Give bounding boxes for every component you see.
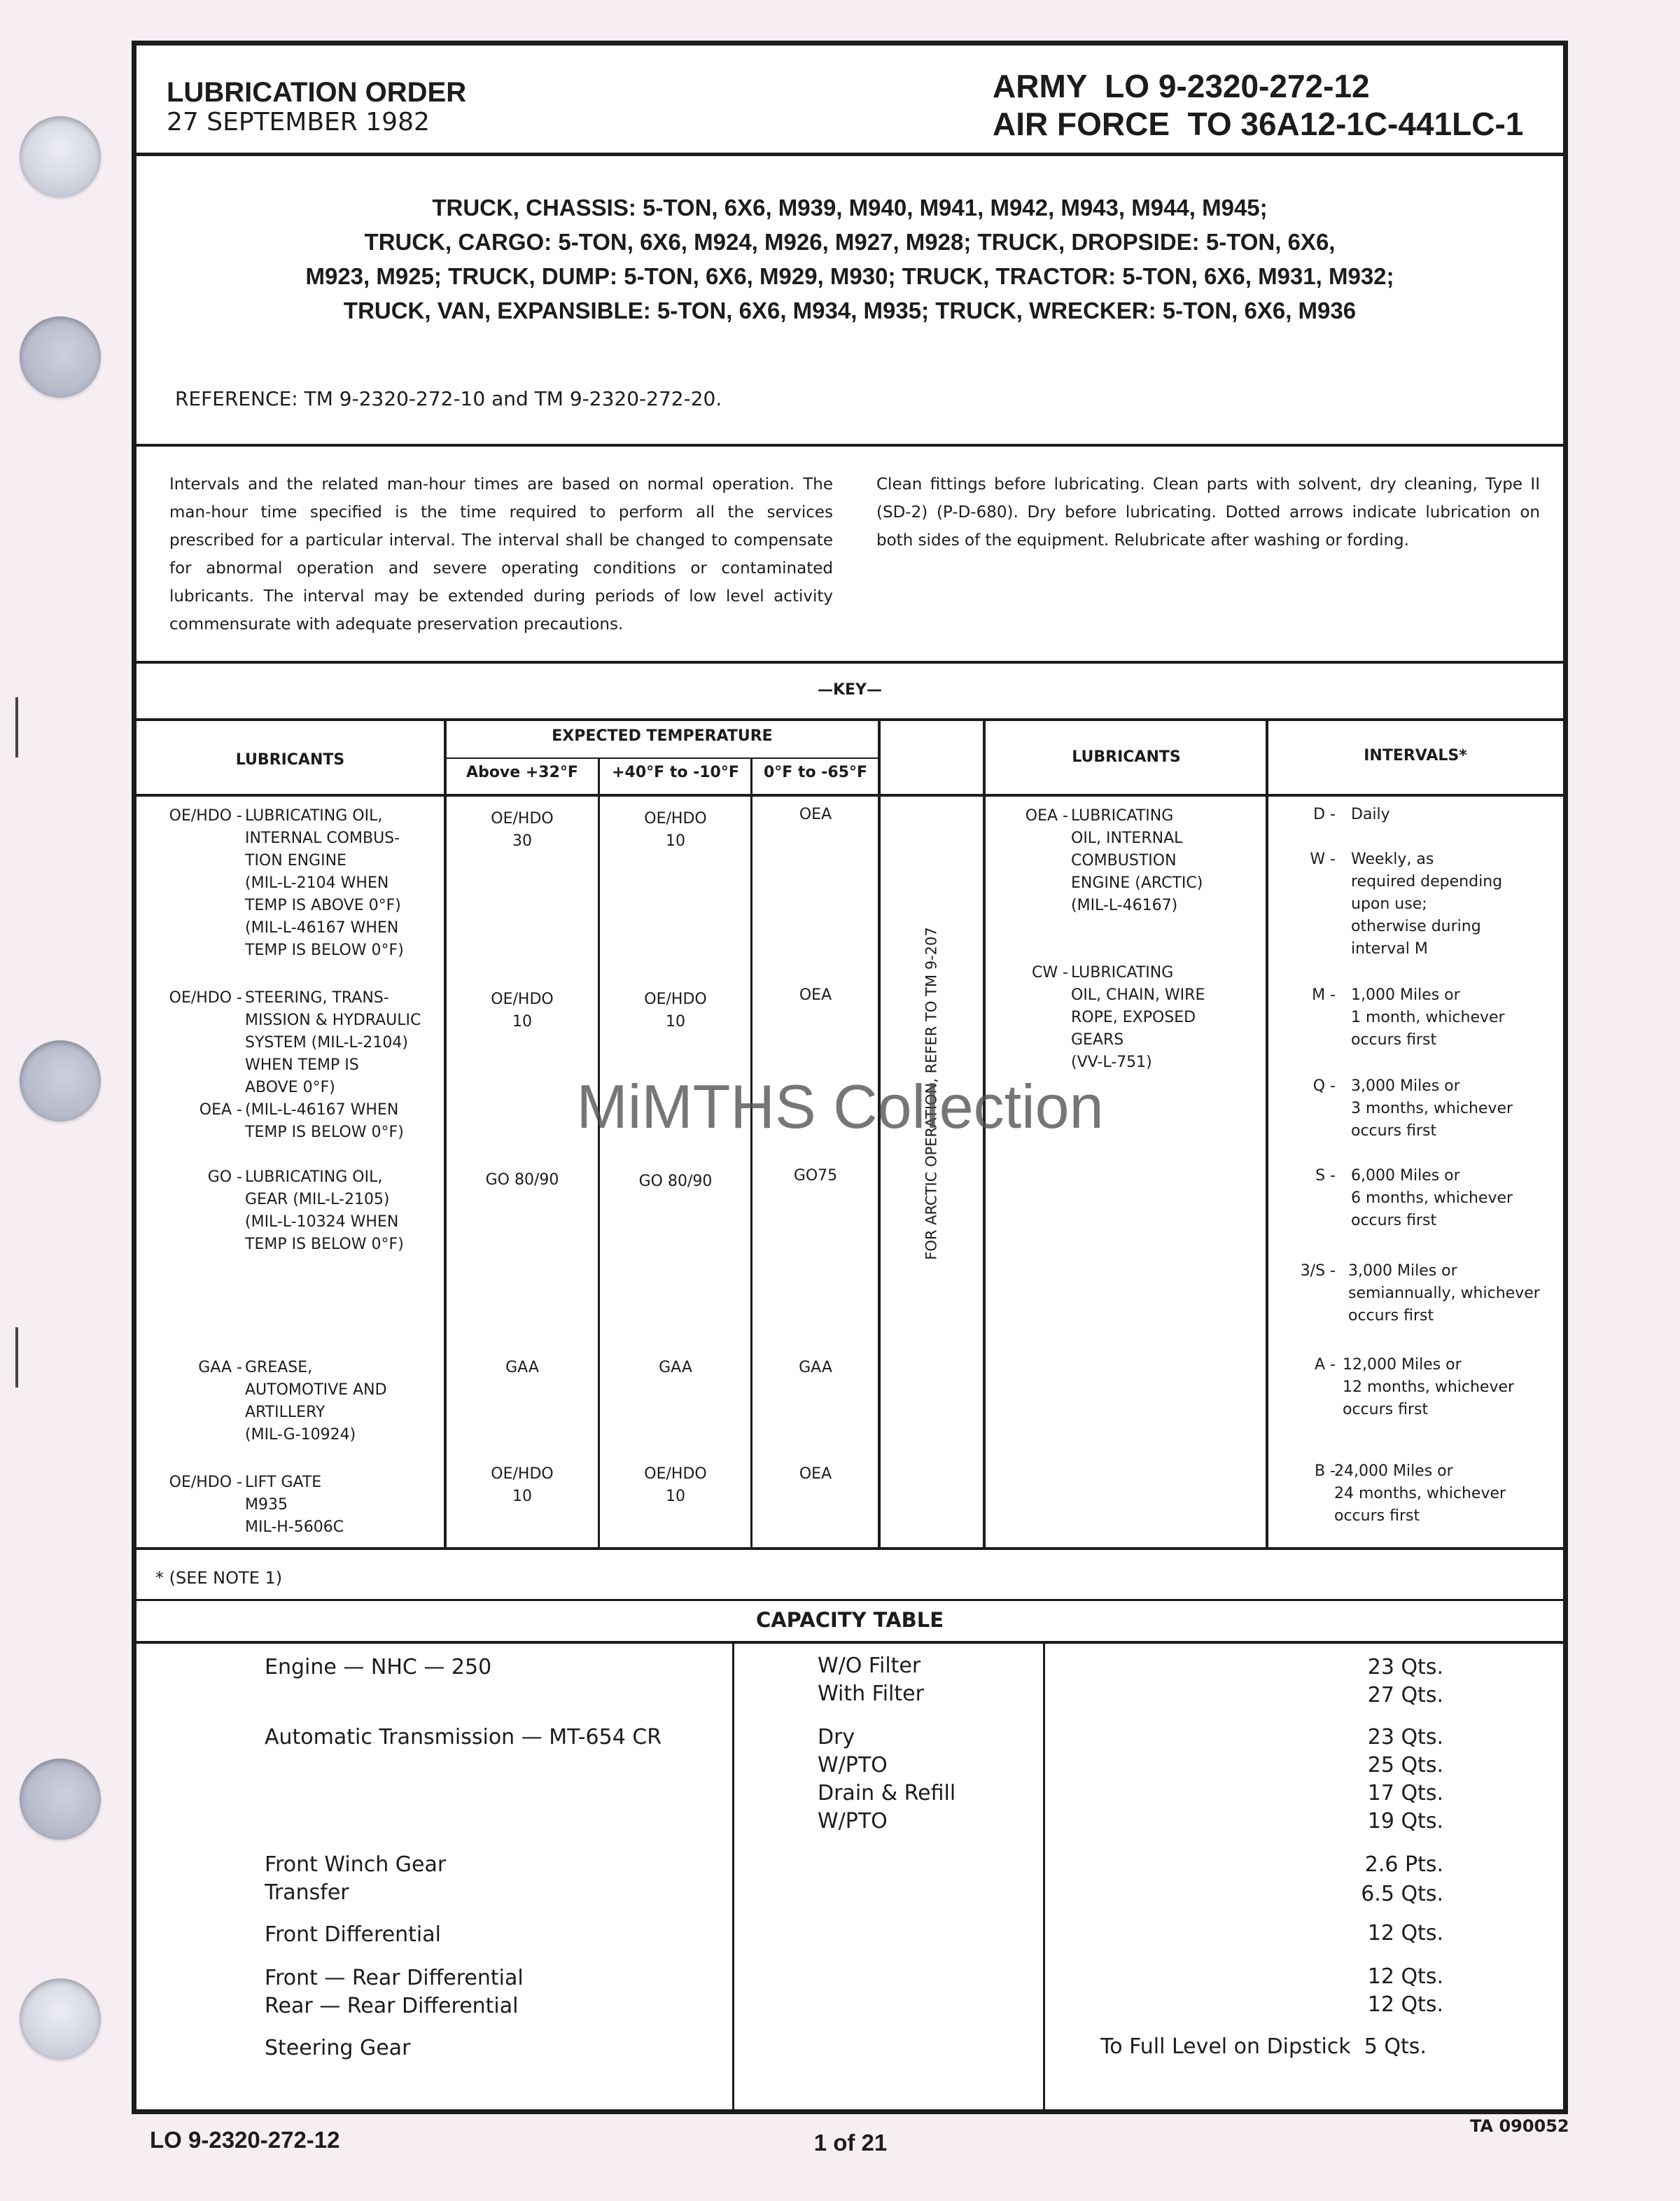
key-note: * (SEE NOTE 1)	[155, 1568, 283, 1588]
lubricant-code: OE/HDO -	[169, 1474, 242, 1491]
capacity-quantity: 2.6 Pts.	[1364, 1852, 1443, 1877]
capacity-component: Steering Gear	[265, 2036, 411, 2060]
reference: REFERENCE: TM 9-2320-272-10 and TM 9-2320-272-20.	[175, 387, 722, 410]
vehicle-line: M923, M925; TRUCK, DUMP: 5-TON, 6X6, M929, M930; TRUCK, TRACTOR: 5-TON, 6X6, M931, M932;	[305, 263, 1394, 289]
vehicle-line: TRUCK, VAN, EXPANSIBLE: 5-TON, 6X6, M934, M935; TRUCK, WRECKER: 5-TON, 6X6, M936	[343, 298, 1357, 323]
vehicle-list	[154, 190, 1546, 328]
lubricants-header-2: LUBRICANTS	[1072, 748, 1181, 766]
capacity-quantity: 23 Qts.	[1367, 1655, 1443, 1679]
lubricant-desc: GREASE, AUTOMOTIVE AND ARTILLERY (MIL-G-10924)	[245, 1359, 387, 1444]
capacity-quantity: 6.5 Qts.	[1361, 1882, 1443, 1906]
interval-desc: Weekly, as required depending upon use; otherwise during interval M	[1351, 851, 1503, 958]
temp-cell: GO 80/90	[638, 1173, 713, 1190]
temp-col-header: Above +32°F	[466, 764, 578, 781]
temp-cell: OE/HDO 30	[491, 810, 554, 850]
watermark: MiMTHS Collection	[576, 1072, 1104, 1141]
lubricant-desc: LUBRICATING OIL, GEAR (MIL-L-2105) (MIL-L-10324 WHEN TEMP IS BELOW 0°F)	[245, 1168, 404, 1253]
binder-hole	[20, 316, 101, 398]
lubricant-code: GO -	[207, 1168, 242, 1186]
lubricant-desc: LUBRICATING OIL, CHAIN, WIRE ROPE, EXPOSED GEARS (VV-L-751)	[1071, 964, 1205, 1071]
binder-mark	[15, 1327, 18, 1388]
interval-desc: 6,000 Miles or 6 months, whichever occurs first	[1351, 1167, 1513, 1229]
interval-desc: 1,000 Miles or 1 month, whichever occurs first	[1351, 986, 1505, 1049]
temp-cell: OE/HDO 10	[644, 810, 707, 850]
vehicle-line: TRUCK, CHASSIS: 5-TON, 6X6, M939, M940, M941, M942, M943, M944, M945;	[432, 195, 1268, 221]
ta-number: TA 090052	[1470, 2116, 1569, 2136]
capacity-quantity: 12 Qts.	[1367, 1921, 1443, 1945]
binder-hole	[20, 116, 101, 197]
lubricant-desc: (MIL-L-46167 WHEN TEMP IS BELOW 0°F)	[245, 1101, 404, 1141]
lubricant-code: OEA -	[1025, 807, 1068, 825]
capacity-component: Automatic Transmission — MT-654 CR	[265, 1725, 662, 1749]
capacity-condition: W/O Filter	[818, 1654, 921, 1678]
temp-cell: GO75	[793, 1167, 838, 1185]
temp-col-header: 0°F to -65°F	[763, 764, 868, 781]
lubricant-code: GAA -	[198, 1359, 242, 1376]
intervals-header: INTERVALS*	[1364, 747, 1467, 764]
temp-cell: GAA	[799, 1359, 832, 1376]
vehicle-line: TRUCK, CARGO: 5-TON, 6X6, M924, M926, M927, M928; TRUCK, DROPSIDE: 5-TON, 6X6,	[364, 229, 1336, 255]
temp-cell: GAA	[505, 1359, 539, 1376]
capacity-title: CAPACITY TABLE	[755, 1608, 944, 1632]
capacity-component: Front Differential	[265, 1922, 441, 1947]
capacity-quantity: 19 Qts.	[1367, 1809, 1443, 1833]
capacity-condition: Dry	[818, 1725, 855, 1749]
capacity-component: Rear — Rear Differential	[265, 1994, 519, 2018]
temp-cell: GAA	[659, 1359, 692, 1376]
lubricant-code: OEA -	[199, 1101, 242, 1119]
temp-cell: OEA	[799, 986, 832, 1004]
capacity-quantity: 12 Qts.	[1367, 1992, 1443, 2017]
intro-right: Clean fittings before lubricating. Clean parts with solvent, dry cleaning, Type II (SD-2) (P-D-680). Dry before lubricating. Dotted arrows indicate lubrication on both sides of the equipment. Relubricate after washing or fording.	[876, 475, 1540, 550]
temp-cell: OEA	[799, 1465, 832, 1483]
arctic-note: FOR ARCTIC OPERATION, REFER TO TM 9-207	[923, 927, 940, 1260]
lubricant-code: OE/HDO -	[169, 989, 242, 1007]
interval-desc: 24,000 Miles or 24 months, whichever occurs first	[1334, 1462, 1506, 1525]
air-force-number: AIR FORCE TO 36A12-1C-441LC-1	[993, 106, 1524, 142]
capacity-quantity: 25 Qts.	[1367, 1753, 1443, 1777]
lubricant-desc: LUBRICATING OIL, INTERNAL COMBUS- TION ENGINE (MIL-L-2104 WHEN TEMP IS ABOVE 0°F) (MIL-L-46167 WHEN TEMP IS BELOW 0°F)	[245, 807, 404, 959]
capacity-component: Engine — NHC — 250	[265, 1655, 492, 1679]
interval-desc: Daily	[1351, 806, 1390, 823]
binder-hole	[20, 1978, 101, 2060]
interval-code: Q -	[1312, 1077, 1336, 1095]
interval-code: B -	[1314, 1462, 1336, 1480]
interval-code: W -	[1310, 851, 1336, 868]
lubricant-code: CW -	[1031, 964, 1068, 981]
steering-capacity: To Full Level on Dipstick 5 Qts.	[1100, 2034, 1427, 2059]
interval-desc: 3,000 Miles or 3 months, whichever occurs first	[1351, 1077, 1513, 1140]
lubricant-code: OE/HDO -	[169, 807, 242, 825]
temp-col-header: +40°F to -10°F	[612, 764, 739, 781]
lubricant-desc: LUBRICATING OIL, INTERNAL COMBUSTION ENGINE (ARCTIC) (MIL-L-46167)	[1071, 807, 1203, 914]
interval-code: D -	[1313, 806, 1336, 823]
capacity-condition: W/PTO	[818, 1809, 888, 1833]
temp-cell: OE/HDO 10	[491, 991, 554, 1030]
army-number: ARMY LO 9-2320-272-12	[993, 68, 1370, 104]
interval-code: M -	[1312, 986, 1336, 1004]
order-date: 27 SEPTEMBER 1982	[167, 108, 430, 137]
temp-cell: OE/HDO 10	[644, 1465, 707, 1505]
interval-code: A -	[1315, 1356, 1336, 1374]
binder-mark	[15, 697, 18, 757]
interval-desc: 3,000 Miles or semiannually, whichever occurs first	[1348, 1262, 1540, 1325]
expected-temp-header: EXPECTED TEMPERATURE	[552, 727, 773, 745]
temp-cell: OE/HDO 10	[644, 991, 707, 1030]
footer-doc-number: LO 9-2320-272-12	[150, 2127, 340, 2153]
capacity-condition: Drain & Refill	[818, 1781, 956, 1805]
interval-code: 3/S -	[1300, 1262, 1336, 1280]
binder-hole	[20, 1759, 101, 1840]
temp-cell: OEA	[799, 806, 832, 823]
capacity-condition: W/PTO	[818, 1753, 888, 1777]
capacity-quantity: 12 Qts.	[1367, 1964, 1443, 1989]
key-title: —KEY—	[817, 681, 882, 699]
temp-cell: OE/HDO 10	[491, 1465, 554, 1505]
order-title: LUBRICATION ORDER	[167, 77, 467, 108]
capacity-quantity: 27 Qts.	[1367, 1683, 1443, 1707]
interval-code: S -	[1315, 1167, 1336, 1185]
capacity-component: Front — Rear Differential	[265, 1966, 524, 1990]
capacity-component: Transfer	[265, 1880, 349, 1905]
capacity-quantity: 23 Qts.	[1367, 1725, 1443, 1749]
interval-desc: 12,000 Miles or 12 months, whichever occurs first	[1343, 1356, 1515, 1418]
lubricant-desc: LIFT GATE M935 MIL-H-5606C	[245, 1474, 344, 1536]
intro-left: Intervals and the related man-hour times are based on normal operation. The man-hour time specified is the time required to perform all the services prescribed for a particular interval. The interval shall be changed to compensate for abnormal operation and severe operating conditions or contaminated lubricants. The interval may be extended during periods of low level activity commensurate with adequate preservation precautions.	[169, 475, 833, 634]
capacity-quantity: 17 Qts.	[1367, 1781, 1443, 1805]
capacity-condition: With Filter	[818, 1682, 924, 1706]
capacity-component: Front Winch Gear	[265, 1852, 447, 1877]
page-number: 1 of 21	[813, 2130, 888, 2155]
temp-cell: GO 80/90	[485, 1171, 559, 1189]
lubricant-desc: STEERING, TRANS- MISSION & HYDRAULIC SYSTEM (MIL-L-2104) WHEN TEMP IS ABOVE 0°F)	[245, 989, 421, 1096]
lubricants-header: LUBRICANTS	[235, 751, 345, 769]
